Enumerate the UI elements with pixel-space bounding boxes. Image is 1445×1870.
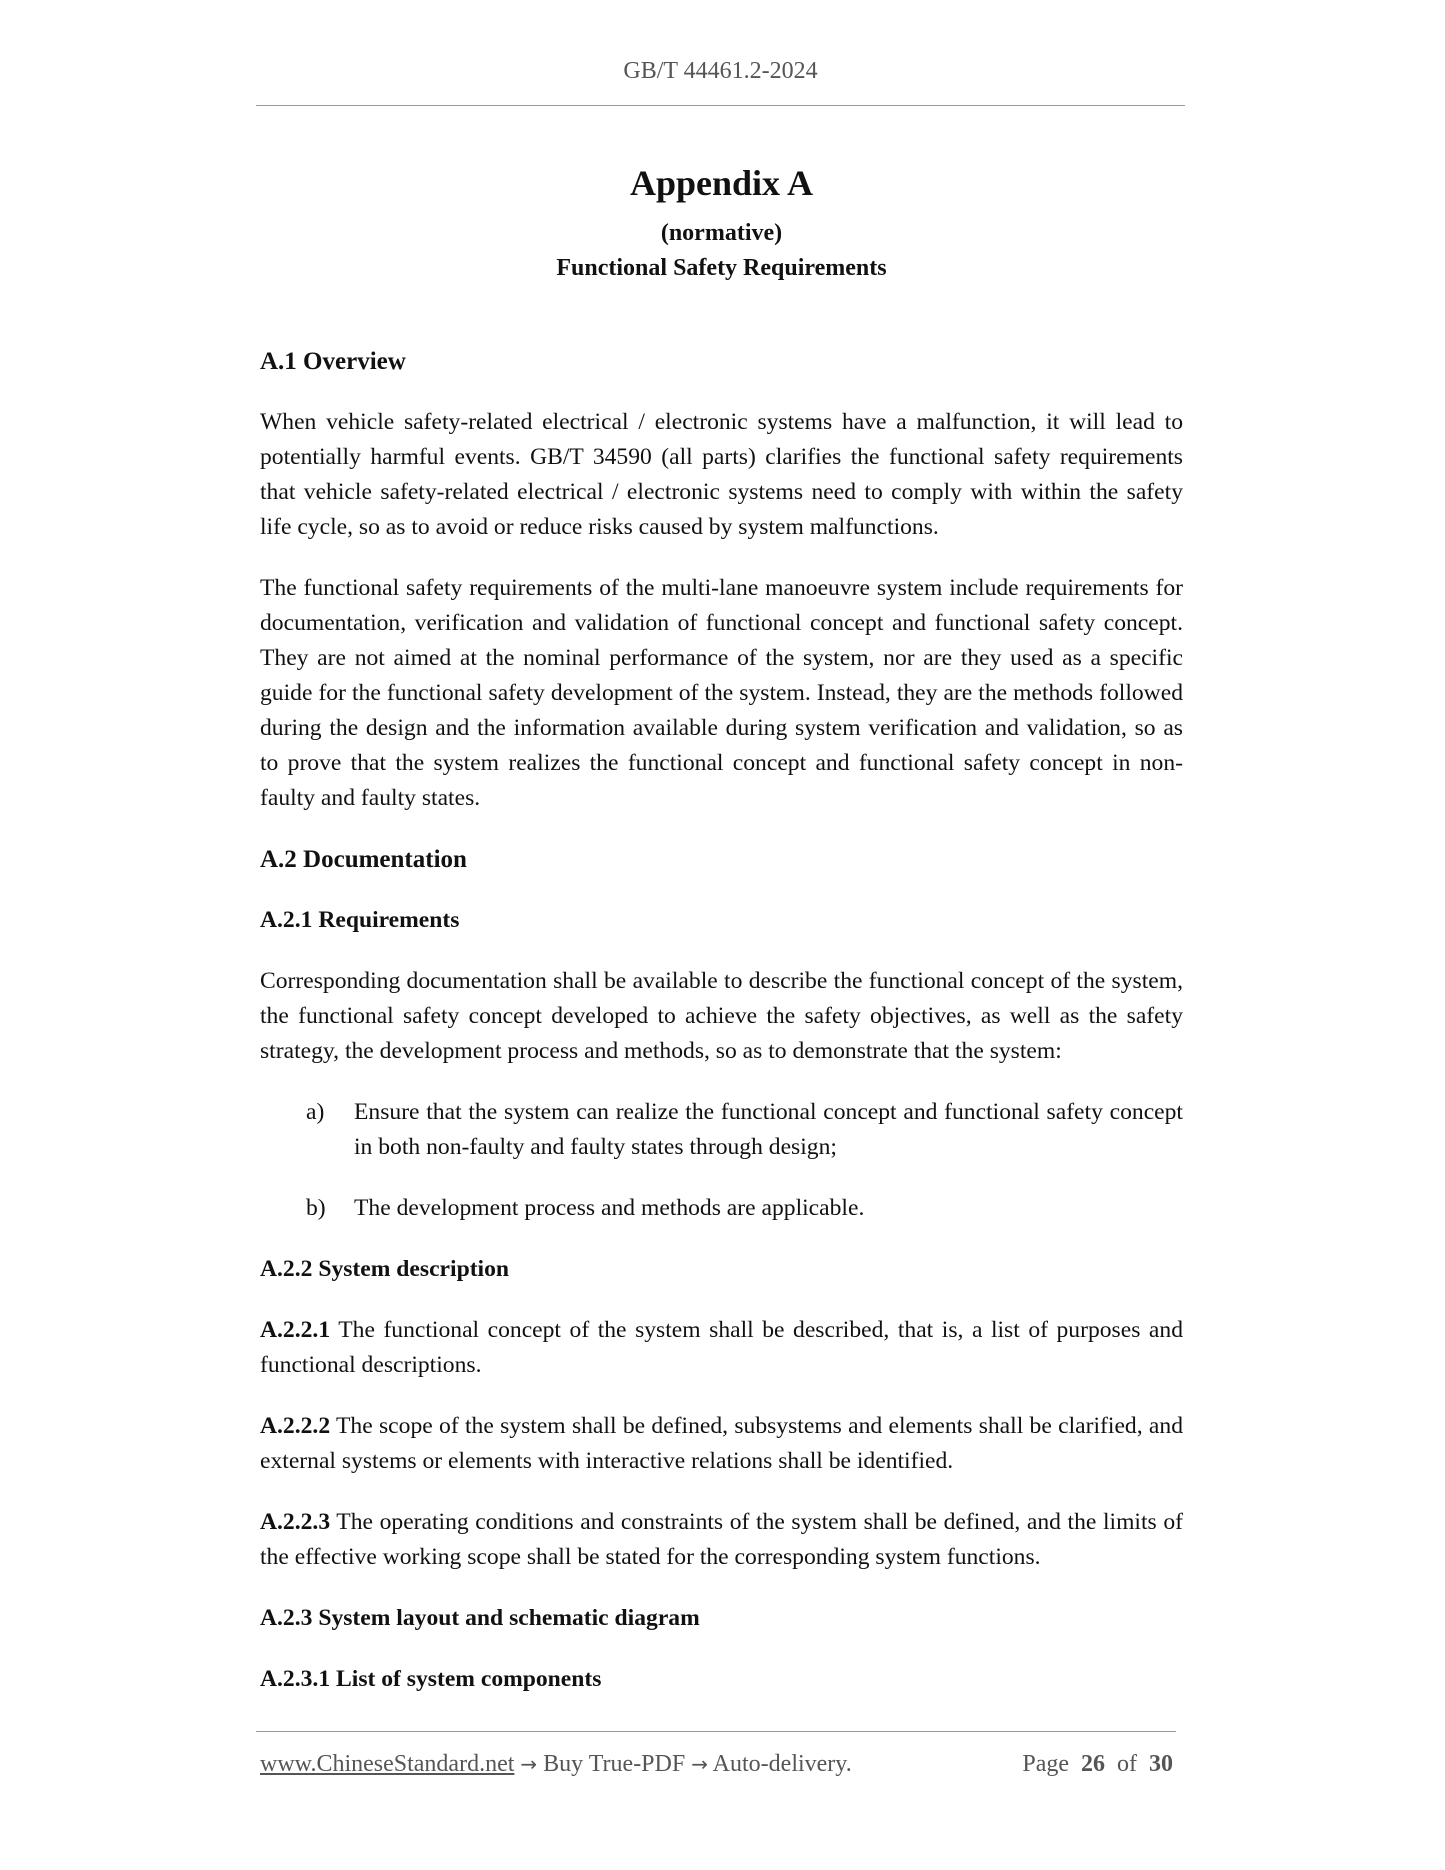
buy-text: Buy True-PDF [543,1751,686,1777]
delivery-text: Auto-delivery. [712,1751,852,1777]
list-item [260,1095,1183,1165]
appendix-subtitle: Functional Safety Requirements [556,255,887,281]
page-total: 30 [1149,1751,1173,1777]
clause-number: A.2.2.3 [260,1509,331,1535]
overview-paragraph-2: The functional safety requirements of the multi-lane manoeuvre system include requirements for documentation, verification and validation of functional concept and functional safety concept. They are not aimed at the nominal performance of the system, nor are they used as a specific guide for the functional safety development of the system. Instead, they are the methods followed during the design and the information available during system verification and validation, so as to prove that the system realizes the functional concept and functional safety concept in non-faulty and faulty states. [260,575,1183,811]
list-marker: a) [306,1099,325,1125]
clause-number: A.2.2.2 [260,1413,331,1439]
clause-text: The operating conditions and constraints of the system shall be defined, and the limits of the effective working scope shall be stated for the corresponding system functions. [260,1509,1183,1570]
list-item [260,1191,1183,1226]
section-heading-a22: A.2.2 System description [260,1256,510,1282]
arrow-right-icon: → [520,1752,538,1776]
section-heading-a231: A.2.3.1 List of system components [260,1666,602,1692]
clause-number: A.2.2.1 [260,1317,331,1343]
site-link[interactable]: www.ChineseStandard.net [260,1751,515,1777]
arrow-right-icon: → [691,1752,708,1776]
section-heading-a2: A.2 Documentation [260,846,467,873]
section-heading-a21: A.2.1 Requirements [260,907,460,933]
page-of-label: of [1117,1751,1137,1777]
running-header: GB/T 44461.2-2024 [623,58,818,84]
requirements-paragraph: Corresponding documentation shall be available to describe the functional concept of the system, the functional safety concept developed to achieve the safety objectives, as well as the safety strategy, the development process and methods, so as to demonstrate that the system: [260,968,1183,1064]
page-label: Page [1022,1751,1069,1777]
clause-a222 [260,1409,1183,1479]
footer-divider [256,1731,1176,1732]
appendix-title: Appendix A [629,163,814,203]
list-item-text: Ensure that the system can realize the functional concept and functional safety concept in both non-faulty and faulty states through design; [354,1099,1183,1160]
footer-promo [260,1748,852,1780]
list-marker: b) [306,1195,326,1221]
section-heading-a23: A.2.3 System layout and schematic diagram [260,1605,700,1631]
section-heading-a1: A.1 Overview [260,348,406,375]
appendix-title-block [260,158,1183,286]
list-item-text: The development process and methods are applicable. [354,1195,865,1221]
appendix-type: (normative) [660,220,783,246]
page-content [260,158,1183,1723]
clause-text: The scope of the system shall be defined, subsystems and elements shall be clarified, and external systems or elements with interactive relations shall be identified. [260,1413,1183,1474]
header-divider [256,105,1185,106]
page-current: 26 [1081,1751,1105,1777]
clause-text: The functional concept of the system shall be described, that is, a list of purposes and functional descriptions. [260,1317,1183,1378]
clause-a223 [260,1505,1183,1575]
clause-a221 [260,1313,1183,1383]
page-number [1022,1748,1173,1780]
overview-paragraph-1: When vehicle safety-related electrical / electronic systems have a malfunction, it will lead to potentially harmful events. GB/T 34590 (all parts) clarifies the functional safety requirements that vehicle safety-related electrical / electronic systems need to comply with within the safety life cycle, so as to avoid or reduce risks caused by system malfunctions. [260,409,1183,540]
